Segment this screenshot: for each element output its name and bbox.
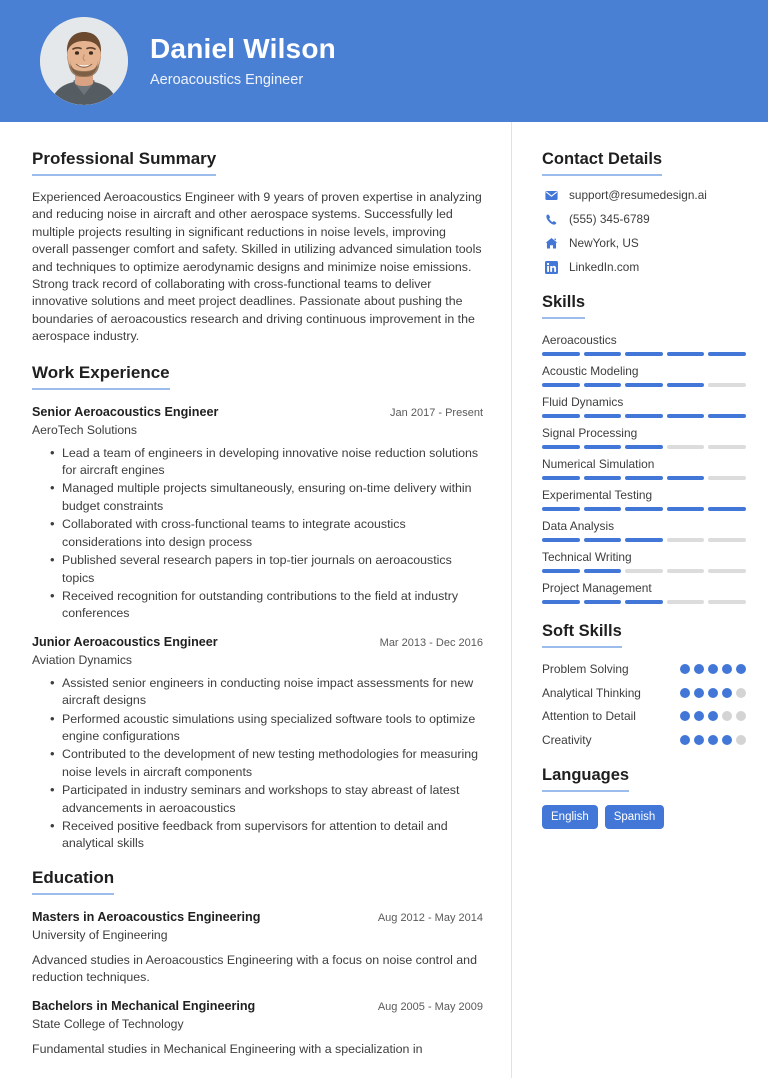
section-work-experience [32,362,483,853]
skill-segment [667,414,705,418]
soft-skill-rating [680,664,746,674]
contact-row[interactable] [542,211,746,227]
avatar-photo [40,17,128,105]
skill-segment [584,507,622,511]
section-contact-details [542,148,746,275]
education-degree: Bachelors in Mechanical Engineering [32,998,256,1013]
experience-entry [32,633,483,853]
skill-segment [542,445,580,449]
skill-segment [708,600,746,604]
skill-level-bar [542,414,746,418]
skill-segment [625,352,663,356]
soft-skill-row [542,661,746,678]
skill-level-bar [542,352,746,356]
experience-bullet: • Participated in industry seminars and workshops to stay abreast of latest advancements in aeroacoustics [50,782,483,817]
header-text-block [150,32,336,90]
experience-bullet: • Contributed to the development of new testing methodologies for measuring noise levels in aircraft components [50,746,483,781]
education-entry-header [32,997,483,1016]
skill-segment [708,352,746,356]
skill-segment [708,569,746,573]
skill-segment [667,538,705,542]
rating-dot [722,664,732,674]
section-heading-contact: Contact Details [542,148,662,176]
soft-skill-name: Attention to Detail [542,709,636,723]
skill-row [542,425,746,449]
envelope-icon [542,189,560,202]
skill-segment [625,538,663,542]
contact-row[interactable] [542,259,746,275]
linkedin-icon [542,261,560,274]
skill-row [542,394,746,418]
skill-segment [584,414,622,418]
skill-segment [542,600,580,604]
home-icon [542,237,560,250]
experience-bullet: • Managed multiple projects simultaneously, ensuring on-time delivery within budget constraints [50,480,483,515]
skill-segment [708,538,746,542]
section-soft-skills [542,620,746,748]
education-entry [32,908,483,987]
skill-level-bar [542,600,746,604]
soft-skill-name: Creativity [542,732,592,747]
rating-dot [708,735,718,745]
rating-dot [708,711,718,721]
experience-entry [32,403,483,623]
education-date-range: Aug 2012 - May 2014 [377,911,483,924]
avatar [40,17,128,105]
skill-row [542,487,746,511]
education-list [32,908,483,1058]
skill-row [542,363,746,387]
section-heading-languages: Languages [542,764,629,792]
rating-dot [722,735,732,745]
experience-bullet: • Collaborated with cross-functional teams to integrate acoustics considerations into design process [50,516,483,551]
section-professional-summary [32,148,483,346]
resume-body [0,122,768,1078]
soft-skill-row [542,732,746,749]
skill-segment [667,600,705,604]
education-entry-header [32,908,483,927]
skill-segment [584,352,622,356]
skill-name: Signal Processing [542,426,638,440]
contact-row[interactable] [542,187,746,203]
skill-segment [542,507,580,511]
contact-value: (555) 345-6789 [569,212,650,226]
skill-name: Aeroacoustics [542,333,617,347]
skill-row [542,518,746,542]
language-chip: English [542,805,598,829]
experience-job-title: Senior Aeroacoustics Engineer [32,404,219,419]
rating-dot [694,688,704,698]
experience-bullet: • Lead a team of engineers in developing innovative noise reduction solutions for aircraft engines [50,445,483,480]
education-institution: State College of Technology [32,1016,184,1031]
rating-dot [680,664,690,674]
skill-segment [708,414,746,418]
soft-skills-list [542,661,746,748]
experience-bullet: • Received positive feedback from supervisors for attention to detail and analytical skills [50,818,483,853]
skill-row [542,549,746,573]
section-heading-summary: Professional Summary [32,148,216,176]
section-languages [542,764,746,829]
rating-dot [708,688,718,698]
main-column [0,122,512,1078]
skill-segment [542,352,580,356]
skill-segment [667,445,705,449]
skill-segment [584,445,622,449]
skill-segment [667,352,705,356]
soft-skill-rating [680,711,746,721]
rating-dot [694,664,704,674]
skill-name: Data Analysis [542,519,615,533]
education-degree: Masters in Aeroacoustics Engineering [32,909,261,924]
skill-level-bar [542,507,746,511]
experience-list [32,403,483,853]
skill-segment [708,476,746,480]
skill-name: Project Management [542,581,652,595]
skill-segment [667,569,705,573]
experience-bullet: • Performed acoustic simulations using specialized software tools to optimize engine configurations [50,711,483,746]
skill-name: Fluid Dynamics [542,395,624,409]
soft-skill-name: Problem Solving [542,662,629,676]
skill-name: Numerical Simulation [542,457,655,471]
skill-row [542,332,746,356]
skill-segment [584,600,622,604]
rating-dot [708,664,718,674]
skill-row [542,456,746,480]
education-date-range: Aug 2005 - May 2009 [377,1000,483,1013]
contact-list [542,187,746,275]
section-heading-education: Education [32,867,114,895]
languages-list [542,805,746,829]
skill-row [542,580,746,604]
skill-segment [667,507,705,511]
soft-skill-row [542,685,746,702]
resume-header [0,0,768,122]
soft-skill-rating [680,688,746,698]
soft-skill-name: Analytical Thinking [542,685,641,700]
rating-dot [694,735,704,745]
skill-segment [542,538,580,542]
experience-bullet-list [32,445,483,623]
skill-segment [625,383,663,387]
skill-segment [708,383,746,387]
rating-dot [736,711,746,721]
education-institution: University of Engineering [32,927,168,942]
skill-segment [584,383,622,387]
experience-date-range: Jan 2017 - Present [390,406,483,419]
sidebar-column [512,122,768,1078]
skill-segment [708,445,746,449]
section-heading-skills: Skills [542,291,585,319]
section-skills [542,291,746,604]
education-entry [32,997,483,1058]
section-heading-soft-skills: Soft Skills [542,620,622,648]
rating-dot [722,688,732,698]
skill-level-bar [542,538,746,542]
skill-segment [625,507,663,511]
candidate-job-title: Aeroacoustics Engineer [150,72,304,88]
rating-dot [694,711,704,721]
skill-name: Technical Writing [542,550,632,564]
rating-dot [680,688,690,698]
experience-date-range: Mar 2013 - Dec 2016 [379,636,483,649]
candidate-name: Daniel Wilson [150,33,336,64]
rating-dot [722,711,732,721]
skill-name: Experimental Testing [542,488,653,502]
rating-dot [736,735,746,745]
experience-bullet: • Published several research papers in top-tier journals on aeroacoustics topics [50,552,483,587]
skill-segment [708,507,746,511]
language-chip: Spanish [605,805,665,829]
contact-row[interactable] [542,235,746,251]
phone-icon [542,213,560,226]
skill-segment [625,445,663,449]
education-description: Fundamental studies in Mechanical Engineering with a specialization in [32,1041,423,1056]
experience-bullet: • Received recognition for outstanding contributions to the field at industry conferences [50,588,483,623]
experience-bullet: • Assisted senior engineers in conducting noise impact assessments for new aircraft designs [50,675,483,710]
contact-value: support@resumedesign.ai [569,188,707,202]
rating-dot [736,664,746,674]
skill-segment [584,476,622,480]
experience-job-title: Junior Aeroacoustics Engineer [32,634,218,649]
skill-segment [625,476,663,480]
soft-skill-row [542,708,746,725]
soft-skill-rating [680,735,746,745]
skill-level-bar [542,569,746,573]
experience-entry-header [32,403,483,422]
skill-segment [625,414,663,418]
skill-level-bar [542,476,746,480]
skill-segment [542,383,580,387]
contact-value: NewYork, US [569,236,639,250]
experience-company: Aviation Dynamics [32,652,133,667]
skill-segment [625,569,663,573]
rating-dot [680,711,690,721]
skill-level-bar [542,445,746,449]
skills-list [542,332,746,604]
skill-segment [667,383,705,387]
skill-segment [625,600,663,604]
contact-value: LinkedIn.com [569,260,640,274]
skill-segment [584,538,622,542]
skill-segment [542,569,580,573]
section-heading-experience: Work Experience [32,362,170,390]
summary-text: Experienced Aeroacoustics Engineer with 9 years of proven expertise in analyzing and reducing noise in aircraft and other aerospace systems. Successfully led multiple projects resulting in significant reductions in noise levels, improving overall passenger comfort and safety. Skilled in utilizing advanced simulation tools and techniques to optimize aerodynamic designs and minimize noise emissions. Strong track record of collaborating with cross-functional teams to deliver innovative solutions and meet project deadlines. Passionate about pushing the boundaries of aeroacoustics research and driving continuous improvement in the aerospace industry. [32,190,482,344]
skill-segment [542,414,580,418]
skill-name: Acoustic Modeling [542,364,639,378]
skill-segment [542,476,580,480]
skill-segment [584,569,622,573]
section-education [32,867,483,1058]
education-description: Advanced studies in Aeroacoustics Engineering with a focus on noise control and reduction techniques. [32,952,477,985]
experience-company: AeroTech Solutions [32,422,138,437]
rating-dot [736,688,746,698]
rating-dot [680,735,690,745]
experience-bullet-list [32,675,483,853]
skill-level-bar [542,383,746,387]
skill-segment [667,476,705,480]
experience-entry-header [32,633,483,652]
